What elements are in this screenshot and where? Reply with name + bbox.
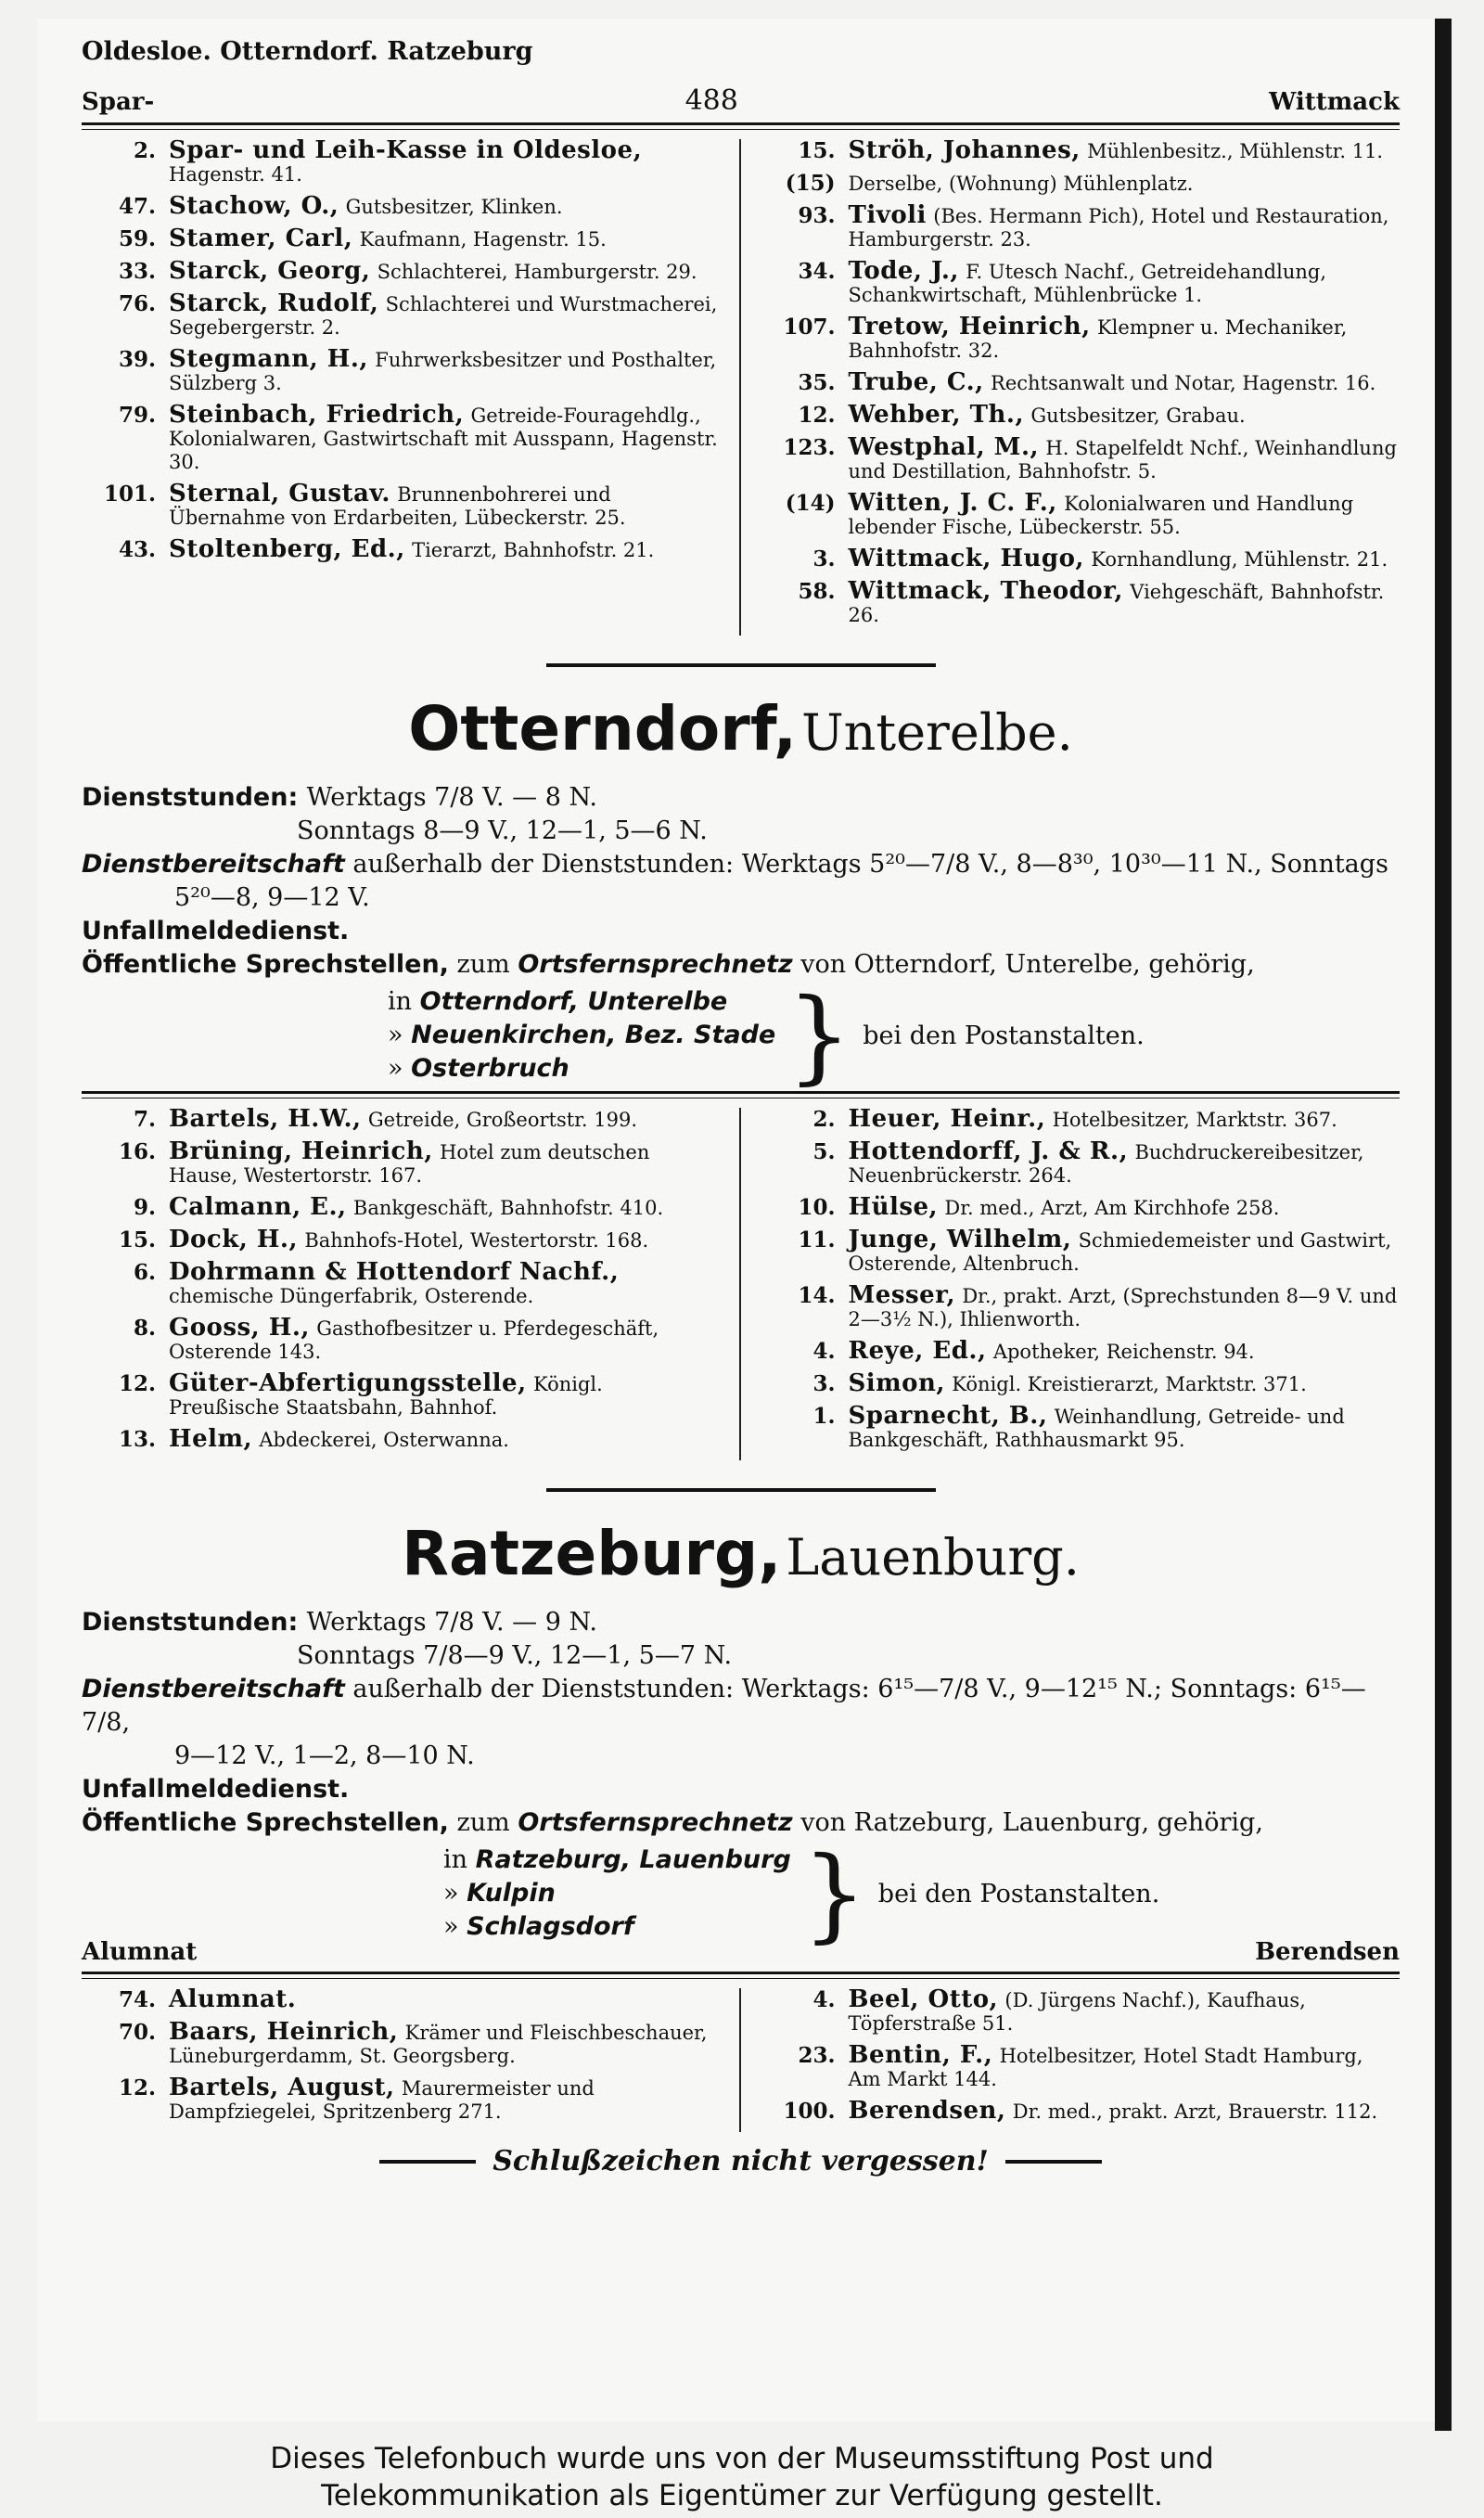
entry-text	[169, 289, 719, 340]
place-prefix: in	[388, 987, 413, 1016]
place-name: Osterbruch	[411, 1054, 569, 1083]
places-block	[82, 976, 1400, 1095]
entry-number: 8.	[133, 1316, 156, 1341]
list-item	[82, 1985, 719, 2013]
entry-description: (Bes. Hermann Pich), Hotel und Restauration, Hamburgerstr. 23.	[848, 205, 1389, 251]
entry-number: 47.	[118, 194, 156, 219]
sprech-label: Öffentliche Sprechstellen,	[82, 950, 449, 979]
entry-name: Bentin, F.,	[848, 2041, 993, 2069]
entry-name: Westphal, M.,	[848, 433, 1040, 461]
entry-text	[169, 257, 719, 285]
entry-description: Gutsbesitzer, Grabau.	[1030, 405, 1246, 427]
listing-column-left	[82, 1985, 741, 2132]
running-head-left: Alumnat	[82, 1938, 198, 1966]
entry-number: 34.	[798, 259, 836, 284]
entry-name: Junge, Wilhelm,	[848, 1226, 1072, 1253]
entry-description: Maurermeister und Dampfziegelei, Spritzenberg 271.	[169, 2077, 595, 2123]
entry-number: 9.	[133, 1195, 156, 1220]
list-item	[82, 227, 719, 251]
list-item	[82, 1193, 719, 1221]
entry-text	[848, 368, 1401, 396]
entry-number: 100.	[783, 2099, 836, 2124]
entry-description: Dr. med., prakt. Arzt, Brauerstr. 112.	[1012, 2100, 1378, 2123]
entry-description: Buchdruckereibesitzer, Neuenbrückerstr. 264.	[848, 1141, 1364, 1187]
entry-number: 12.	[118, 1371, 156, 1396]
entry-description: Weinhandlung, Getreide- und Bankgeschäft, Rathhausmarkt 95.	[848, 1406, 1345, 1451]
list-item	[761, 433, 1401, 483]
entry-text	[169, 136, 719, 186]
entry-text	[169, 535, 719, 563]
entry-number: 70.	[118, 2020, 156, 2045]
list-item	[82, 1258, 719, 1308]
list-item	[761, 368, 1401, 396]
list-item	[761, 201, 1401, 251]
service-hours: Dienststunden: Werktags 7/8 V. — 9 N. Sonntags 7/8—9 V., 12—1, 5—7 N. Dienstbereitschaft außerhalb der Dienststunden: Werktags: 6¹⁵—7/8 V., 9—12¹⁵ N.; Sonntags: 6¹⁵—7/8, 9—12 V., 1—2, 8—10 N. Unfallmeldedienst. Öffentliche Sprechstellen, zum Ortsfernsprechnetz von Ratzeburg, Lauenburg, gehörig,	[82, 1606, 1400, 1840]
places-list	[388, 985, 775, 1086]
credit-line: Telekommunikation als Eigentümer zur Verfügung gestellt.	[321, 2479, 1163, 2512]
entry-text	[848, 136, 1401, 164]
list-item	[761, 1369, 1401, 1397]
ornament-line	[379, 2160, 476, 2164]
entry-description: Bankgeschäft, Bahnhofstr. 410.	[352, 1197, 664, 1219]
places-list	[443, 1844, 791, 1944]
list-item	[761, 489, 1401, 539]
entry-number: 58.	[798, 579, 836, 604]
section-divider	[546, 663, 936, 667]
sprech-rest: von Ratzeburg, Lauenburg, gehörig,	[800, 1808, 1263, 1837]
entry-text	[848, 2097, 1401, 2125]
entry-text	[848, 1105, 1401, 1133]
entry-description: Königl. Preußische Staatsbahn, Bahnhof.	[169, 1373, 603, 1419]
listing-column-right	[741, 1985, 1401, 2132]
entry-name: Bartels, August,	[169, 2074, 395, 2101]
entry-text	[169, 192, 719, 220]
list-item	[82, 1137, 719, 1188]
entry-description: chemische Düngerfabrik, Osterende.	[169, 1285, 534, 1307]
place-name: Neuenkirchen, Bez. Stade	[411, 1021, 776, 1049]
entry-name: Bartels, H.W.,	[169, 1105, 362, 1133]
entry-description: Königl. Kreistierarzt, Marktstr. 371.	[952, 1373, 1307, 1395]
list-item	[82, 482, 719, 530]
entry-name: Witten, J. C. F.,	[848, 489, 1057, 517]
entry-number: 16.	[118, 1139, 156, 1164]
entry-text	[169, 1425, 719, 1453]
listing-column-right	[741, 136, 1401, 636]
bereit-text2: 5²⁰—8, 9—12 V.	[174, 883, 370, 912]
entry-description: Klempner u. Mechaniker, Bahnhofstr. 32.	[848, 316, 1348, 362]
list-item	[82, 345, 719, 395]
list-item	[761, 2097, 1401, 2125]
entry-number: 7.	[133, 1107, 156, 1132]
bereit-text2: 9—12 V., 1—2, 8—10 N.	[174, 1741, 475, 1770]
entry-name: Hottendorff, J. & R.,	[848, 1137, 1129, 1165]
bereit-text: außerhalb der Dienststunden: Werktags 5²⁰—7/8 V., 8—8³⁰, 10³⁰—11 N., Sonntags	[352, 850, 1388, 879]
list-item	[82, 1105, 719, 1133]
entry-text	[169, 1105, 719, 1133]
entry-text	[848, 433, 1401, 483]
list-item	[82, 1425, 719, 1453]
entry-description: Dr., prakt. Arzt, (Sprechstunden 8—9 V. und 2—3½ N.), Ihlienworth.	[848, 1285, 1398, 1330]
footer-notice	[82, 2145, 1400, 2178]
entry-text	[169, 1228, 719, 1253]
credit-caption	[0, 2440, 1484, 2514]
unfall-label: Unfallmeldedienst.	[82, 917, 350, 945]
entry-text	[849, 315, 1401, 363]
entry-text	[848, 2041, 1401, 2091]
dienst-line2: Sonntags 7/8—9 V., 12—1, 5—7 N.	[297, 1641, 733, 1670]
list-item	[82, 289, 719, 340]
entry-name: Starck, Rudolf,	[169, 289, 379, 317]
entry-name: Tode, J.,	[848, 257, 959, 285]
entry-description: Hagenstr. 41.	[169, 163, 302, 186]
city-name: Ratzeburg,	[402, 1518, 782, 1589]
list-item	[82, 401, 719, 474]
entry-text	[169, 2018, 719, 2068]
list-item	[82, 192, 719, 220]
entry-text	[169, 1985, 719, 2013]
page-number: 488	[684, 84, 738, 117]
list-item	[761, 577, 1401, 627]
dienst-label: Dienststunden	[82, 783, 288, 812]
running-head	[82, 84, 1400, 117]
entry-number: 14.	[798, 1283, 836, 1308]
entry-description: Hotelbesitzer, Marktstr. 367.	[1052, 1109, 1337, 1131]
entry-name: Reye, Ed.,	[848, 1337, 987, 1365]
entry-name: Wehber, Th.,	[848, 401, 1025, 429]
list-item	[761, 1228, 1401, 1276]
entry-description: (D. Jürgens Nachf.), Kaufhaus, Töpferstraße 51.	[848, 1989, 1306, 2035]
entry-text	[848, 489, 1401, 539]
dienst-line1: Werktags 7/8 V. — 9 N.	[306, 1608, 597, 1637]
entry-number: 12.	[118, 2075, 156, 2100]
entry-name: Steinbach, Friedrich,	[169, 401, 465, 429]
sprech-mid: zum	[456, 950, 510, 979]
city-region: Unterelbe.	[801, 703, 1073, 762]
entry-description: Kaufmann, Hagenstr. 15.	[359, 228, 607, 251]
entry-text	[169, 1314, 719, 1364]
entry-description: Derselbe, (Wohnung) Mühlenplatz.	[848, 173, 1194, 195]
entry-name: Baars, Heinrich,	[169, 2018, 399, 2046]
list-item	[82, 2076, 719, 2124]
list-item	[761, 136, 1401, 164]
entry-number: 11.	[798, 1227, 836, 1253]
entry-description: Schlachterei, Hamburgerstr. 29.	[377, 261, 697, 283]
listing-column-left	[82, 1105, 741, 1460]
entry-description: Apotheker, Reichenstr. 94.	[992, 1341, 1255, 1363]
credit-line: Dieses Telefonbuch wurde uns von der Museumsstiftung Post und	[270, 2442, 1214, 2475]
entry-number: 2.	[133, 138, 156, 163]
list-item	[761, 1137, 1401, 1188]
entry-number: 1.	[812, 1404, 836, 1429]
entry-number: 79.	[118, 403, 156, 428]
entry-name: Sparnecht, B.,	[848, 1402, 1048, 1430]
entry-number: 2.	[812, 1107, 836, 1132]
entry-text	[848, 1369, 1401, 1397]
entry-number: 4.	[812, 1339, 836, 1364]
entry-text	[848, 1193, 1401, 1221]
entry-description: Mühlenbesitz., Mühlenstr. 11.	[1087, 140, 1384, 162]
entry-name: Wittmack, Hugo,	[848, 545, 1084, 572]
entry-name: Sternal, Gustav.	[169, 480, 390, 507]
entry-text	[848, 577, 1401, 627]
list-item	[761, 1402, 1401, 1452]
entry-name: Calmann, E.,	[169, 1193, 347, 1221]
entry-name: Hülse,	[848, 1193, 939, 1221]
entry-number: 35.	[798, 370, 836, 395]
brace-glyph: }	[787, 976, 852, 1095]
entry-text	[169, 482, 719, 530]
entry-name: Wittmack, Theodor,	[848, 577, 1123, 605]
running-head-right: Berendsen	[1255, 1938, 1400, 1966]
bereit-label: Dienstbereitschaft	[82, 1675, 345, 1703]
entry-text	[848, 201, 1401, 251]
entry-description: H. Stapelfeldt Nchf., Weinhandlung und Destillation, Bahnhofstr. 5.	[848, 437, 1397, 482]
entry-name: Alumnat.	[169, 1985, 297, 2013]
entry-text	[849, 547, 1401, 572]
entry-text	[849, 1228, 1401, 1276]
bereit-text: außerhalb der Dienststunden: Werktags: 6¹⁵—7/8 V., 9—12¹⁵ N.; Sonntags: 6¹⁵—7/8,	[82, 1675, 1366, 1737]
entry-number: 101.	[103, 482, 156, 507]
entry-name: Gooss, H.,	[169, 1314, 310, 1342]
entry-description: F. Utesch Nachf., Getreidehandlung, Schankwirtschaft, Mühlenbrücke 1.	[848, 261, 1327, 306]
entry-name: Güter-Abfertigungsstelle,	[169, 1369, 527, 1397]
list-item	[82, 535, 719, 563]
entry-number: 13.	[118, 1427, 156, 1452]
list-item	[761, 547, 1401, 572]
entry-description: Schmiedemeister und Gastwirt, Osterende, Altenbruch.	[848, 1229, 1392, 1275]
entry-name: Tivoli	[848, 201, 927, 229]
list-item	[761, 172, 1401, 196]
entry-name: Trube, C.,	[848, 368, 984, 396]
entry-name: Messer,	[848, 1281, 955, 1309]
list-item	[761, 1337, 1401, 1365]
place-name: Otterndorf, Unterelbe	[419, 987, 728, 1016]
entry-text	[848, 1985, 1401, 2036]
dienst-line2: Sonntags 8—9 V., 12—1, 5—6 N.	[297, 816, 708, 845]
entry-description: Rechtsanwalt und Notar, Hagenstr. 16.	[991, 372, 1376, 394]
list-item	[761, 401, 1401, 429]
entry-name: Stamer, Carl,	[169, 225, 353, 252]
running-head-left: Spar-	[82, 88, 155, 116]
entry-description: Gasthofbesitzer u. Pferdegeschäft, Osterende 143.	[169, 1317, 659, 1363]
dienst-label: Dienststunden	[82, 1608, 288, 1637]
list-item	[82, 1314, 719, 1364]
list-item	[82, 2018, 719, 2068]
ratzeburg-listing	[82, 1985, 1400, 2132]
listing-column-left	[82, 136, 741, 636]
entry-description: Abdeckerei, Osterwanna.	[259, 1429, 509, 1451]
service-hours: Dienststunden: Werktags 7/8 V. — 8 N. Sonntags 8—9 V., 12—1, 5—6 N. Dienstbereitschaft außerhalb der Dienststunden: Werktags 5²⁰—7/8 V., 8—8³⁰, 10³⁰—11 N., Sonntags 5²⁰—8, 9—12 V. Unfallmeldedienst. Öffentliche Sprechstellen, zum Ortsfernsprechnetz von Otterndorf, Unterelbe, gehörig,	[82, 781, 1400, 982]
entry-text	[169, 1369, 719, 1420]
place-prefix: »	[388, 1054, 403, 1083]
entry-name: Brüning, Heinrich,	[169, 1137, 433, 1165]
bereit-label: Dienstbereitschaft	[82, 850, 345, 879]
entry-description: Dr. med., Arzt, Am Kirchhofe 258.	[944, 1197, 1280, 1219]
entry-text	[169, 345, 719, 395]
entry-description: Getreide-Fouragehdlg., Kolonialwaren, Gastwirtschaft mit Ausspann, Hagenstr. 30.	[169, 405, 718, 473]
entry-number: 12.	[798, 403, 836, 428]
entry-text	[848, 257, 1401, 307]
entry-text	[169, 1258, 719, 1308]
entry-description: Brunnenbohrerei und Übernahme von Erdarbeiten, Lübeckerstr. 25.	[169, 483, 626, 529]
city-heading	[82, 693, 1400, 764]
dienst-line1: Werktags 7/8 V. — 8 N.	[306, 783, 597, 812]
city-region: Lauenburg.	[786, 1528, 1080, 1587]
entry-text	[848, 1281, 1401, 1331]
city-heading	[82, 1518, 1400, 1589]
oldesloe-listing	[82, 136, 1400, 636]
double-rule	[82, 1972, 1400, 1979]
page-edge-shadow	[1435, 19, 1452, 2431]
directory-page	[37, 19, 1452, 2422]
place-name: Schlagsdorf	[467, 1912, 634, 1941]
entry-number: 15.	[118, 1227, 156, 1253]
entry-text	[169, 1137, 719, 1188]
entry-description: Fuhrwerksbesitzer und Posthalter, Sülzberg 3.	[169, 349, 717, 394]
entry-text	[848, 1137, 1401, 1188]
sprech-net: Ortsfernsprechnetz	[518, 1808, 793, 1837]
entry-number: 6.	[133, 1260, 156, 1285]
entry-number: 43.	[118, 537, 156, 562]
entry-description: Bahnhofs-Hotel, Westertorstr. 168.	[304, 1229, 649, 1252]
entry-number: 59.	[118, 226, 156, 251]
list-item	[761, 315, 1401, 363]
ornament-line	[1005, 2160, 1102, 2164]
entry-name: Starck, Georg,	[169, 257, 371, 285]
list-item	[761, 1193, 1401, 1221]
entry-description: Gutsbesitzer, Klinken.	[345, 196, 563, 218]
entry-text	[848, 401, 1401, 429]
entry-number: 33.	[118, 259, 156, 284]
entry-description: Getreide, Großeortstr. 199.	[367, 1109, 638, 1131]
list-item	[82, 257, 719, 285]
place-prefix: »	[388, 1021, 403, 1049]
entry-number: 5.	[812, 1139, 836, 1164]
entry-name: Beel, Otto,	[848, 1985, 999, 2013]
list-item	[82, 1369, 719, 1420]
sprech-rest: von Otterndorf, Unterelbe, gehörig,	[800, 950, 1255, 979]
entry-description: Krämer und Fleischbeschauer, Lüneburgerdamm, St. Georgsberg.	[169, 2022, 708, 2067]
entry-number: 4.	[812, 1987, 836, 2012]
list-item	[761, 2041, 1401, 2091]
section-divider	[546, 1488, 936, 1492]
entry-name: Simon,	[848, 1369, 945, 1397]
entry-name: Berendsen,	[848, 2097, 1006, 2125]
sprech-mid: zum	[456, 1808, 510, 1837]
entry-number: (15)	[785, 171, 836, 196]
entry-name: Dohrmann & Hottendorf Nachf.,	[169, 1258, 620, 1286]
entry-description: Hotel zum deutschen Hause, Westertorstr. 167.	[169, 1141, 650, 1187]
entry-number: 107.	[783, 315, 836, 340]
list-item	[82, 136, 719, 186]
entry-name: Dock, H.,	[169, 1226, 299, 1253]
entry-description: Viehgeschäft, Bahnhofstr. 26.	[848, 581, 1385, 626]
entry-number: (14)	[785, 491, 836, 516]
footer-notice-text: Schlußzeichen nicht vergessen!	[493, 2145, 989, 2178]
entry-text	[169, 2076, 719, 2124]
entry-number: 3.	[812, 546, 836, 572]
unfall-label: Unfallmeldedienst.	[82, 1775, 350, 1804]
entry-number: 39.	[118, 347, 156, 372]
double-rule	[82, 1091, 1400, 1098]
running-head-right: Wittmack	[1269, 88, 1400, 116]
double-rule	[82, 122, 1400, 130]
entry-name: Stachow, O.,	[169, 192, 339, 220]
otterndorf-listing	[82, 1105, 1400, 1460]
bei-postanstalten: bei den Postanstalten.	[877, 1879, 1160, 1908]
entry-description: Tierarzt, Bahnhofstr. 21.	[412, 539, 655, 561]
entry-text	[169, 227, 719, 251]
entry-text	[849, 172, 1401, 196]
entry-name: Tretow, Heinrich,	[848, 313, 1091, 340]
entry-number: 10.	[798, 1195, 836, 1220]
entry-name: Stoltenberg, Ed.,	[169, 535, 405, 563]
entry-description: Schlachterei und Wurstmacherei, Segebergerstr. 2.	[169, 293, 718, 339]
entry-name: Helm,	[169, 1425, 253, 1453]
brace-glyph: }	[801, 1834, 867, 1953]
entry-text	[169, 401, 719, 474]
place-prefix: »	[443, 1879, 459, 1908]
title-line: Oldesloe. Otterndorf. Ratzeburg	[82, 37, 533, 66]
entry-text	[848, 1402, 1401, 1452]
entry-description: Kolonialwaren und Handlung lebender Fische, Lübeckerstr. 55.	[848, 493, 1354, 538]
list-item	[761, 1985, 1401, 2036]
entry-name: Spar- und Leih-Kasse in Oldesloe,	[169, 136, 643, 164]
entry-text	[848, 1337, 1401, 1365]
entry-description: Hotelbesitzer, Hotel Stadt Hamburg, Am Markt 144.	[848, 2045, 1363, 2090]
place-prefix: in	[443, 1845, 468, 1874]
list-item	[82, 1228, 719, 1253]
entry-number: 3.	[812, 1371, 836, 1396]
entry-name: Heuer, Heinr.,	[848, 1105, 1046, 1133]
entry-text	[169, 1193, 719, 1221]
entry-description: Kornhandlung, Mühlenstr. 21.	[1091, 548, 1388, 571]
entry-number: 93.	[798, 203, 836, 228]
list-item	[761, 257, 1401, 307]
list-item	[761, 1105, 1401, 1133]
entry-name: Ströh, Johannes,	[848, 136, 1081, 164]
entry-number: 23.	[798, 2043, 836, 2068]
entry-number: 15.	[798, 138, 836, 163]
city-name: Otterndorf,	[408, 693, 798, 764]
listing-column-right	[741, 1105, 1401, 1460]
sprech-label: Öffentliche Sprechstellen,	[82, 1808, 449, 1837]
sprech-net: Ortsfernsprechnetz	[518, 950, 793, 979]
list-item	[761, 1281, 1401, 1331]
entry-number: 76.	[118, 291, 156, 316]
entry-name: Stegmann, H.,	[169, 345, 368, 373]
bei-postanstalten: bei den Postanstalten.	[863, 1021, 1145, 1050]
place-name: Ratzeburg, Lauenburg	[475, 1845, 791, 1874]
place-name: Kulpin	[467, 1879, 556, 1908]
place-prefix: »	[443, 1912, 459, 1941]
entry-number: 74.	[118, 1987, 156, 2012]
entry-number: 123.	[783, 435, 836, 460]
